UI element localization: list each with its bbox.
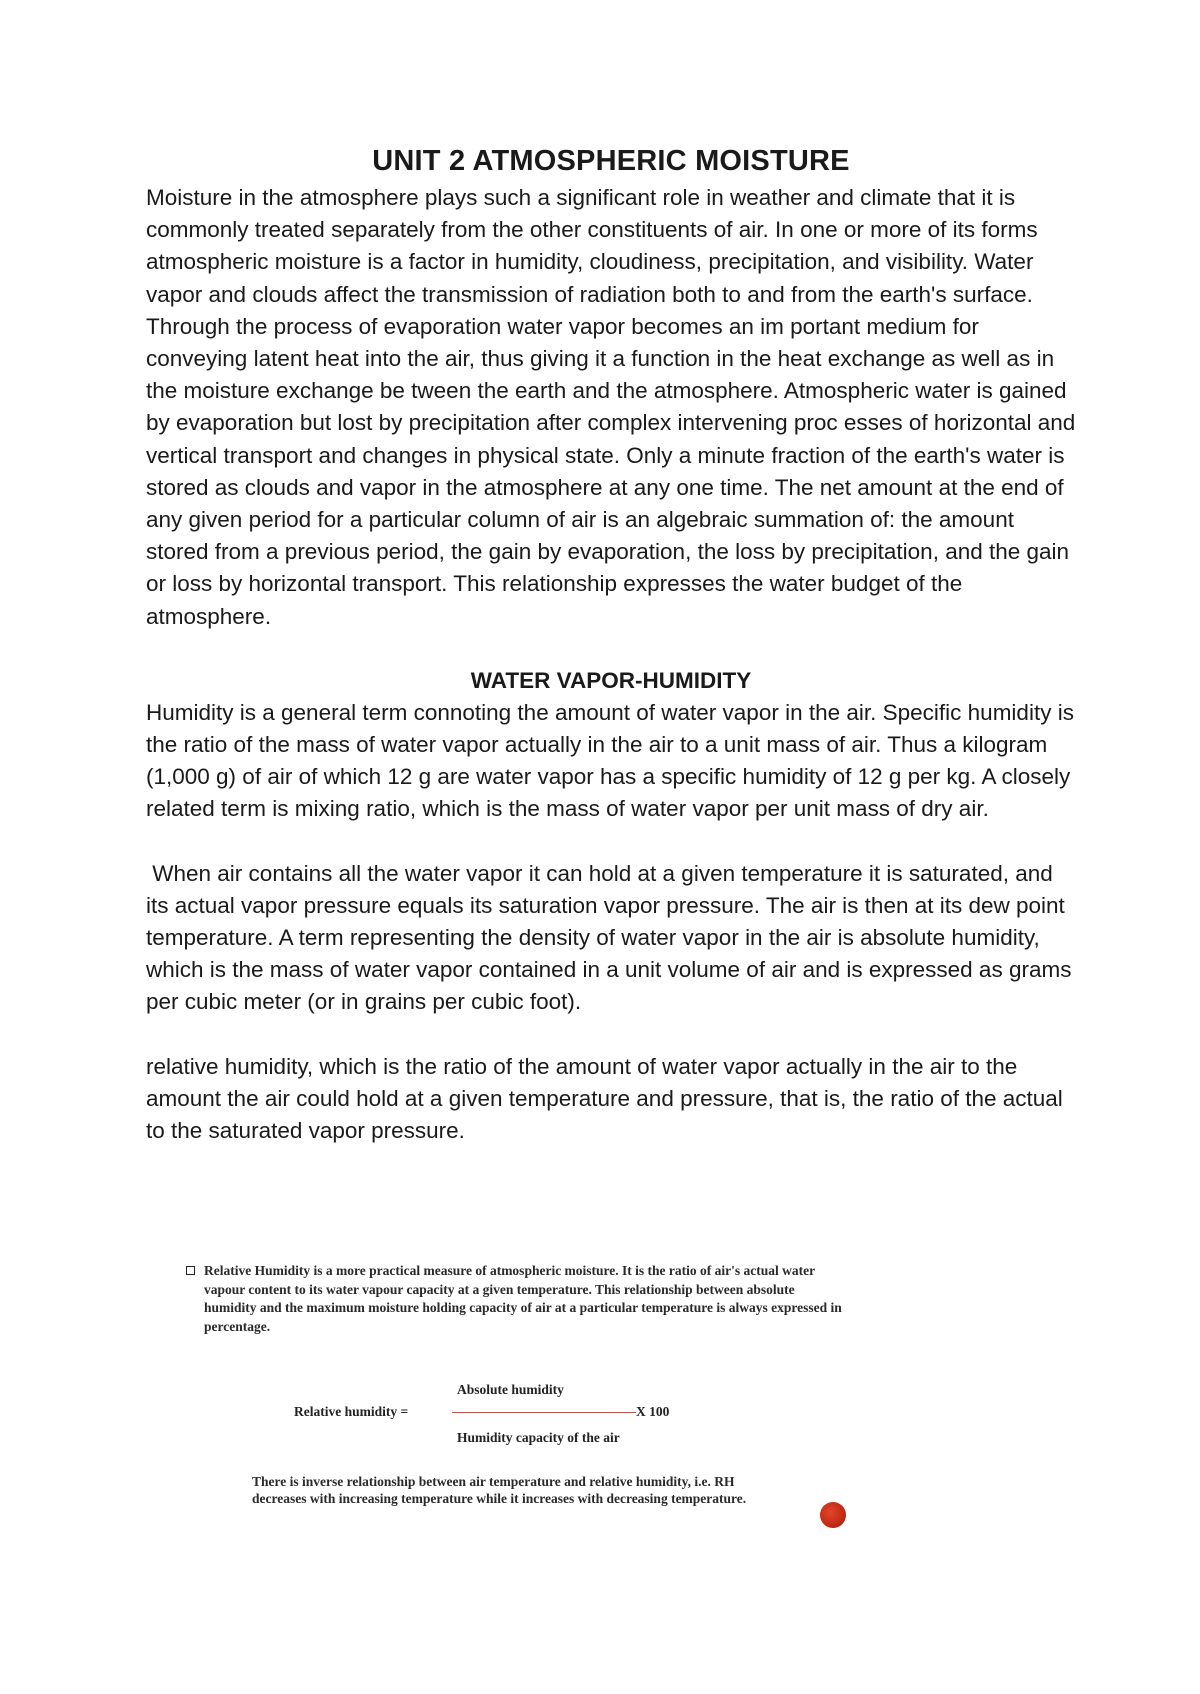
red-circle-icon	[820, 1502, 846, 1528]
equation-denominator: Humidity capacity of the air	[457, 1430, 620, 1445]
figure-bullet-text: Relative Humidity is a more practical measure of atmospheric moisture. It is the ratio of air's actual water vapour content to its water vapour capacity at a given temperature. This relationship between absolute humidity and the maximum moisture holding capacity of air at a particular temperature is always expressed in percentage.	[204, 1263, 842, 1334]
page-title: UNIT 2 ATMOSPHERIC MOISTURE	[372, 145, 850, 177]
figure-note: There is inverse relationship between air temperature and relative humidity, i.e. RH decreases with increasing temperature while it increases with decreasing temperature.	[252, 1474, 747, 1506]
spacer	[146, 1019, 1076, 1051]
fraction-line	[452, 1412, 636, 1413]
equation-numerator: Absolute humidity	[457, 1382, 564, 1397]
humidity-paragraph: Humidity is a general term connoting the amount of water vapor in the air. Specific humidity is the ratio of the mass of water vapor actually in the air to a unit mass of air. Thus a kilogram (1,000 g) of air of which 12 g are water vapor has a specific humidity of 12 g per kg. A closely related term is mixing ratio, which is the mass of water vapor per unit mass of dry air.	[146, 699, 1074, 822]
spacer	[146, 826, 1076, 858]
saturation-paragraph: When air contains all the water vapor it can hold at a given temperature it is saturated, and its actual vapor pressure equals its saturation vapor pressure. The air is then at its dew point temperature. A term representing the density of water vapor in the air is absolute humidity, which is the mass of water vapor contained in a unit volume of air and is expressed as grams per cubic meter (or in grains per cubic foot).	[146, 860, 1078, 1015]
spacer	[146, 633, 1076, 665]
equation-multiplier: X 100	[636, 1404, 670, 1419]
relative-humidity-paragraph: relative humidity, which is the ratio of the amount of water vapor actually in the air to the amount the air could hold at a given temperature and pressure, that is, the ratio of the actual to the saturated vapor pressure.	[146, 1053, 1063, 1144]
intro-paragraph: Moisture in the atmosphere plays such a significant role in weather and climate that it is commonly treated separately from the other constituents of air. In one or more of its forms atmospheric moisture is a factor in humidity, cloudiness, precipitation, and visibility. Water vapor and clouds affect the transmission of radiation both to and from the earth's surface. Through the process of evaporation water vapor becomes an im portant medium for conveying latent heat into the air, thus giving it a function in the heat exchange as well as in the moisture exchange be tween the earth and the atmosphere. Atmospheric water is gained by evaporation but lost by precipitation after complex intervening proc esses of horizontal and vertical transport and changes in physical state. Only a minute fraction of the earth's water is stored as clouds and vapor in the atmosphere at any one time. The net amount at the end of any given period for a particular column of air is an algebraic summation of: the amount stored from a previous period, the gain by evaporation, the loss by precipitation, and the gain or loss by horizontal transport. This relationship expresses the water budget of the atmosphere.	[146, 185, 1076, 629]
section-heading: WATER VAPOR-HUMIDITY	[470, 667, 752, 693]
relative-humidity-figure	[180, 1262, 860, 1532]
relative-humidity-equation	[180, 1382, 860, 1462]
document-body	[146, 142, 1076, 1147]
equation-lhs: Relative humidity =	[294, 1404, 409, 1419]
checkbox-bullet-icon	[186, 1266, 195, 1275]
